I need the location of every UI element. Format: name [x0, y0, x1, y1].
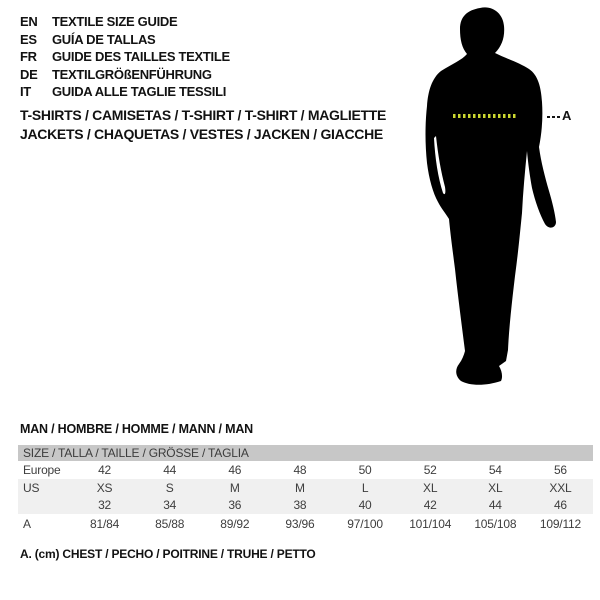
- table-cell: 89/92: [220, 517, 250, 531]
- size-table-header: SIZE / TALLA / TAILLE / GRÖSSE / TAGLIA: [18, 445, 593, 461]
- silhouette-body-path: [426, 7, 557, 384]
- table-cell: 81/84: [90, 517, 120, 531]
- language-code: EN: [20, 14, 38, 30]
- table-row-us-numbers: [18, 497, 593, 515]
- table-cell: 44: [163, 463, 177, 477]
- table-cell: 109/112: [539, 517, 581, 531]
- measure-leader-line: [547, 116, 561, 118]
- guide-title-text: GUIDE DES TAILLES TEXTILE: [52, 49, 230, 65]
- table-cell: XL: [488, 480, 503, 495]
- table-cell: S: [165, 480, 174, 495]
- table-cell: 48: [293, 463, 307, 477]
- category-line-tshirts: T-SHIRTS / CAMISETAS / T-SHIRT / T-SHIRT / MAGLIETTE: [20, 107, 387, 123]
- chest-measure-dotted-line: [453, 114, 517, 118]
- table-cell: 101/104: [409, 517, 452, 531]
- table-cell: 44: [488, 498, 502, 513]
- table-cell: 34: [163, 498, 177, 513]
- size-table: [18, 445, 593, 534]
- measure-label-a: A: [562, 108, 572, 123]
- table-cell: XS: [96, 480, 113, 495]
- section-title: MAN / HOMBRE / HOMME / MANN / MAN: [20, 422, 253, 436]
- language-guide-item: [20, 13, 230, 31]
- table-row-us-group: [18, 479, 593, 514]
- language-code: ES: [20, 31, 37, 47]
- table-cell: 46: [553, 498, 567, 513]
- row-label: Europe: [23, 463, 61, 477]
- table-cell: 40: [358, 498, 372, 513]
- table-cell: 93/96: [285, 517, 315, 531]
- guide-title-text: GUIDA ALLE TAGLIE TESSILI: [52, 84, 227, 100]
- table-cell: 42: [98, 463, 112, 477]
- language-code: DE: [20, 66, 38, 82]
- measurement-footnote: A. (cm) CHEST / PECHO / POITRINE / TRUHE / PETTO: [20, 547, 316, 561]
- table-cell: L: [361, 480, 369, 495]
- language-guide-item: [20, 31, 230, 49]
- table-cell: 56: [553, 463, 567, 477]
- guide-title-text: TEXTILE SIZE GUIDE: [52, 14, 178, 30]
- table-cell: 42: [423, 498, 437, 513]
- guide-title-text: TEXTILGRÖßENFÜHRUNG: [52, 66, 212, 82]
- language-guide-list: [20, 13, 230, 101]
- table-cell: 36: [228, 498, 242, 513]
- language-code: FR: [20, 49, 37, 65]
- language-guide-item: [20, 66, 230, 84]
- table-cell: 97/100: [347, 517, 383, 531]
- table-cell: XXL: [549, 480, 572, 495]
- table-cell: 38: [293, 498, 307, 513]
- table-row-chest-cm: [18, 514, 593, 534]
- category-line-jackets: JACKETS / CHAQUETAS / VESTES / JACKEN / GIACCHE: [20, 125, 383, 142]
- table-cell: 52: [423, 463, 437, 477]
- category-lines: [20, 106, 386, 143]
- table-cell: M: [295, 480, 305, 495]
- table-cell: 50: [358, 463, 372, 477]
- row-label: A: [23, 517, 31, 531]
- table-cell: 85/88: [155, 517, 185, 531]
- table-cell: 54: [488, 463, 502, 477]
- man-silhouette-figure: [410, 0, 572, 420]
- language-code: IT: [20, 84, 31, 100]
- language-guide-item: [20, 48, 230, 66]
- table-cell: 46: [228, 463, 242, 477]
- table-cell: 32: [98, 498, 112, 513]
- table-row-us-letters: [18, 479, 593, 497]
- table-cell: 105/108: [474, 517, 517, 531]
- table-cell: XL: [423, 480, 438, 495]
- row-label: US: [23, 480, 40, 495]
- table-cell: M: [229, 480, 240, 495]
- guide-title-text: GUÍA DE TALLAS: [52, 31, 156, 47]
- man-silhouette-icon: [410, 0, 572, 420]
- table-row-europe: [18, 461, 593, 479]
- language-guide-item: [20, 83, 230, 101]
